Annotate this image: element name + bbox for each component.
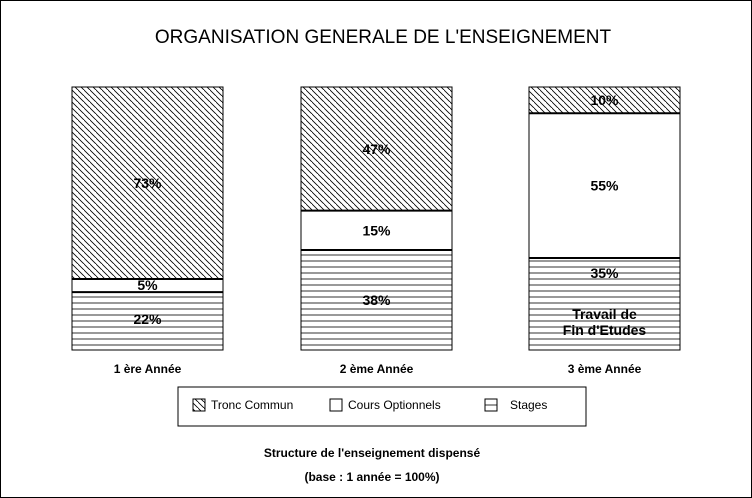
- annotation-3-eme-annee-line-1: Fin d'Etudes: [562, 322, 647, 338]
- x-tick-label-3-eme-annee: 3 ème Année: [567, 362, 642, 376]
- data-label-stages-1-ere-annee: 22%: [133, 311, 162, 328]
- data-label-tronc-commun-2-eme-annee: 47%: [362, 140, 391, 157]
- bars-layer: [72, 87, 680, 376]
- legend-swatch-cours-optionnels: [330, 399, 342, 411]
- caption-line-1: Structure de l'enseignement dispensé: [263, 446, 481, 460]
- annotation-3-eme-annee-line-0: Travail de: [572, 306, 637, 322]
- chart-title: ORGANISATION GENERALE DE L'ENSEIGNEMENT: [154, 27, 612, 48]
- x-tick-label-1-ere-annee: 1 ère Année: [113, 362, 182, 376]
- legend-swatch-stages: [485, 399, 497, 411]
- data-label-cours-optionnels-2-eme-annee: 15%: [362, 222, 391, 239]
- caption-line-2: (base : 1 année = 100%): [304, 470, 440, 484]
- legend-label-cours-optionnels: Cours Optionnels: [348, 398, 441, 412]
- data-label-tronc-commun-3-eme-annee: 10%: [590, 92, 619, 109]
- data-label-cours-optionnels-3-eme-annee: 55%: [590, 177, 619, 194]
- legend: [178, 387, 586, 426]
- legend-label-tronc-commun: Tronc Commun: [211, 398, 294, 412]
- data-label-tronc-commun-1-ere-annee: 73%: [133, 174, 162, 191]
- legend-swatch-tronc-commun: [193, 399, 205, 411]
- data-label-stages-2-eme-annee: 38%: [362, 292, 391, 309]
- data-label-cours-optionnels-1-ere-annee: 5%: [137, 277, 158, 294]
- data-label-stages-3-eme-annee: 35%: [590, 264, 619, 281]
- legend-label-stages: Stages: [510, 398, 548, 412]
- x-tick-label-2-eme-annee: 2 ème Année: [339, 362, 414, 376]
